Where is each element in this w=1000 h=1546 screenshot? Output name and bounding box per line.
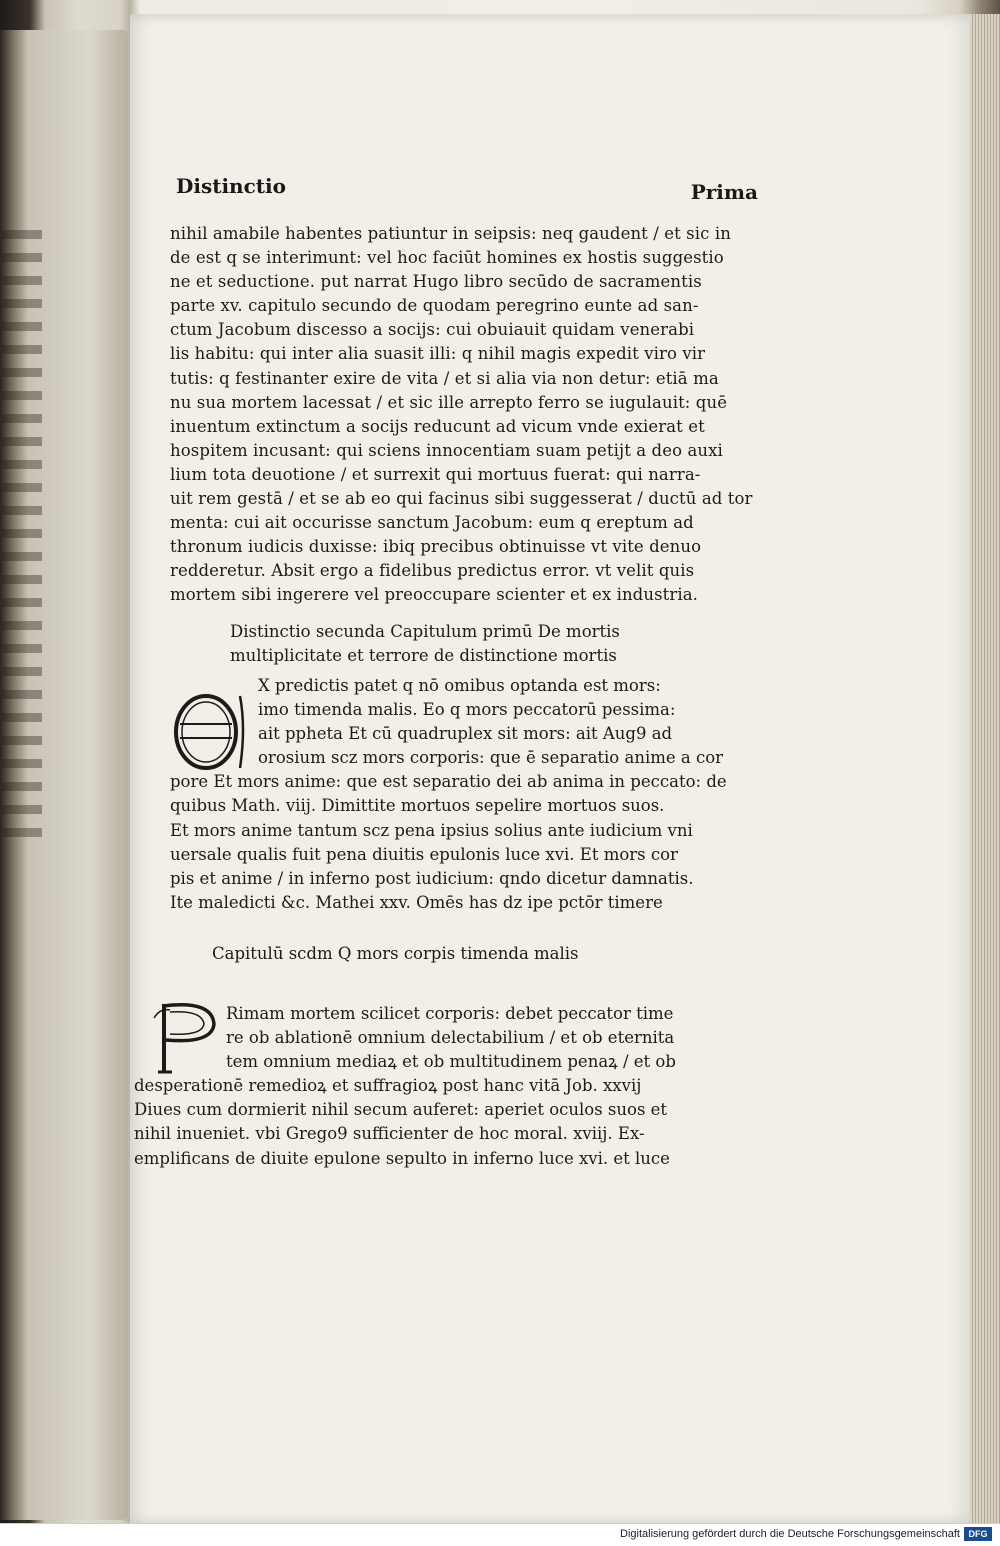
running-header [176, 174, 758, 204]
text-line: parte xv. capitulo secundo de quodam peregrino eunte ad san- [170, 296, 699, 316]
text-line: uersale qualis fuit pena diuitis epulonis luce xvi. Et mors cor [170, 844, 678, 864]
section-heading-line: multiplicitate et terrore de distinctione mortis [230, 646, 617, 665]
text-line: Ite maledicti &c. Mathei xxv. Omēs has dz ipe pctōr timere [170, 892, 663, 912]
text-line: ne et seductione. put narrat Hugo libro secūdo de sacramentis [170, 272, 702, 292]
chapter-two-text [134, 1002, 774, 1171]
text-line: menta: cui ait occurisse sanctum Jacobum: eum q ereptum ad [170, 513, 694, 533]
text-line: Et mors anime tantum scz pena ipsius solius ante iudicium vni [170, 820, 693, 840]
text-line: hospitem incusant: qui sciens innocentiam suam petijt a deo auxi [170, 440, 723, 460]
text-line: thronum iudicis duxisse: ibiq precibus obtinuisse vt vite denuo [170, 537, 702, 557]
text-line: tem omnium mediaꝝ et ob multitudinem penaꝝ / et ob [226, 1052, 676, 1072]
text-line: uit rem gestā / et se ab eo qui facinus sibi suggesserat / ductū ad tor [170, 489, 753, 509]
chapter-one-text [170, 674, 770, 915]
text-line: de est q se interimunt: vel hoc faciūt homines ex hostis suggestio [170, 248, 724, 268]
facing-page-edge [0, 30, 128, 1520]
running-header-right: Prima [690, 180, 758, 204]
chapter-two-heading: Capitulū scdm Q mors corpis timenda malis [212, 944, 579, 963]
text-line: imo timenda malis. Eo q mors peccatorū pessima: [258, 700, 676, 720]
text-line: nihil inueniet. vbi Grego9 sufficienter de hoc moral. xviij. Ex- [134, 1124, 645, 1144]
text-line: desperationē remedioꝝ et suffragioꝝ post hanc vitā Job. xxvij [134, 1076, 642, 1096]
text-line: X predictis patet q nō omibus optanda est mors: [258, 676, 661, 695]
text-line: Diues cum dormierit nihil secum auferet: aperiet oculos suos et [134, 1100, 668, 1120]
text-line: nihil amabile habentes patiuntur in seipsis: neq gaudent / et sic in [170, 224, 731, 243]
section-heading [230, 620, 730, 668]
text-line: quibus Math. viij. Dimittite mortuos sepelire mortuos suos. [170, 796, 665, 816]
text-line: re ob ablationē omnium delectabilium / et ob eternita [226, 1028, 675, 1048]
text-line: ctum Jacobum discesso a socijs: cui obuiauit quidam venerabi [170, 320, 695, 340]
running-header-left: Distinctio [176, 174, 286, 198]
text-line: pore Et mors anime: que est separatio dei ab anima in peccato: de [170, 772, 727, 792]
dfg-logo: DFG [964, 1527, 992, 1541]
text-line: nu sua mortem lacessat / et sic ille arrepto ferro se iugulauit: quē [170, 392, 728, 412]
digitization-footer [0, 1523, 1000, 1546]
text-line: ait ppheta Et cū quadruplex sit mors: ait Aug9 ad [258, 724, 673, 744]
facing-page-text-fragment [2, 230, 42, 850]
text-line: emplificans de diuite epulone sepulto in inferno luce xvi. et luce [134, 1148, 670, 1168]
text-line: lium tota deuotione / et surrexit qui mortuus fuerat: qui narra- [170, 464, 701, 484]
body-text-block [170, 222, 770, 608]
text-line: Rimam mortem scilicet corporis: debet peccator time [226, 1004, 674, 1023]
text-line: inuentum extinctum a socijs reducunt ad vicum vnde exierat et [170, 416, 705, 436]
section-heading-line: Distinctio secunda Capitulum primū De mortis [230, 622, 620, 641]
text-line: lis habitu: qui inter alia suasit illi: q nihil magis expedit viro vir [170, 344, 706, 364]
text-line: redderetur. Absit ergo a fidelibus predictus error. vt velit quis [170, 561, 695, 581]
page-stack-edge [970, 14, 1000, 1524]
text-line: mortem sibi ingerere vel preoccupare scienter et ex industria. [170, 585, 699, 605]
text-line: orosium scz mors corporis: que ē separatio anime a cor [258, 748, 724, 768]
text-line: tutis: q festinanter exire de vita / et si alia via non detur: etiā ma [170, 368, 719, 388]
text-line: pis et anime / in inferno post iudicium: qndo dicetur damnatis. [170, 868, 694, 888]
footer-credit: Digitalisierung gefördert durch die Deutsche Forschungsgemeinschaft [620, 1528, 960, 1540]
